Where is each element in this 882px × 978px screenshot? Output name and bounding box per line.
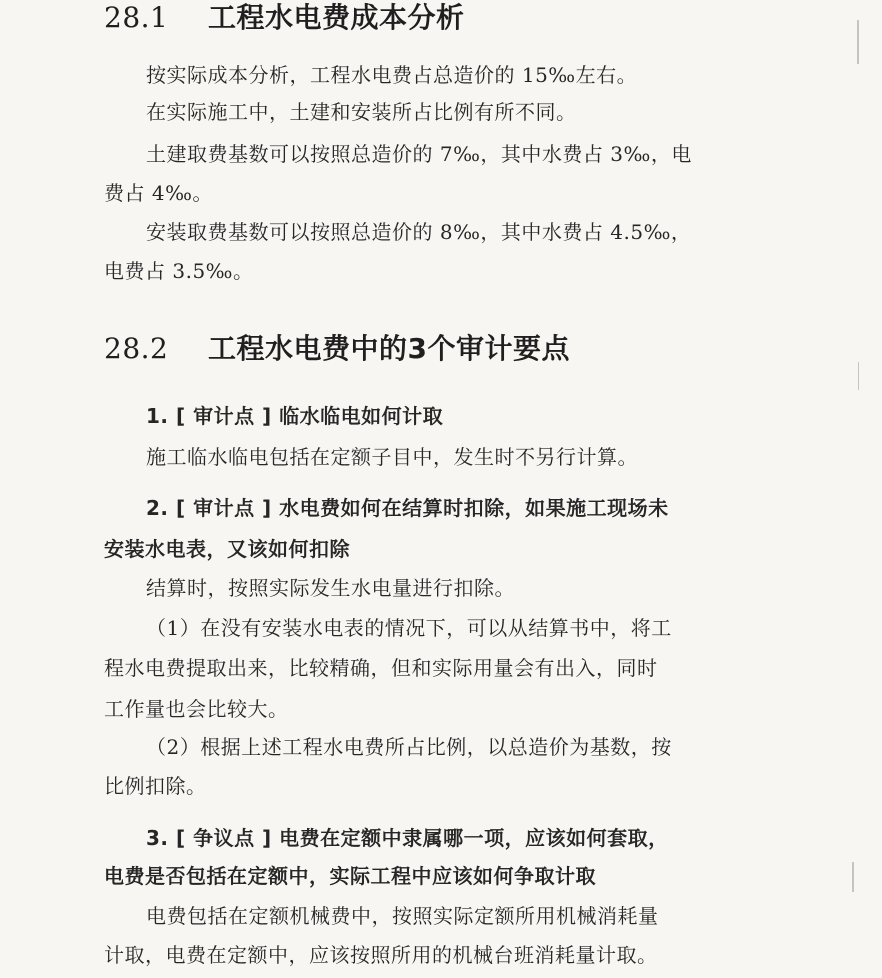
audit-point-heading: 安装水电表，又该如何扣除 [104,537,350,561]
section-heading [104,2,465,34]
paragraph-line: 按实际成本分析，工程水电费占总造价的 15‰左右。 [146,63,638,87]
paragraph-line: 比例扣除。 [104,774,207,798]
paragraph-line: （1）在没有安装水电表的情况下，可以从结算书中，将工 [146,616,672,640]
paragraph-line: 电费占 3.5‰。 [104,259,254,283]
audit-point-heading: 2. [ 审计点 ] 水电费如何在结算时扣除，如果施工现场未 [146,496,669,520]
section-title: 工程水电费成本分析 [208,1,465,34]
paragraph-line: 安装取费基数可以按照总造价的 8‰，其中水费占 4.5‰， [146,220,692,244]
paragraph-line: 工作量也会比较大。 [104,697,289,721]
dispute-point-heading: 电费是否包括在定额中，实际工程中应该如何争取计取 [104,864,596,888]
paragraph-line: 施工临水临电包括在定额子目中，发生时不另行计算。 [146,445,638,469]
scan-artifact [852,862,854,892]
paragraph-line: 电费包括在定额机械费中，按照实际定额所用机械消耗量 [146,904,659,928]
paragraph-line: （2）根据上述工程水电费所占比例，以总造价为基数，按 [146,735,672,759]
paragraph-line: 程水电费提取出来，比较精确，但和实际用量会有出入，同时 [104,656,658,680]
paragraph-line: 结算时，按照实际发生水电量进行扣除。 [146,576,515,600]
paragraph-line: 土建取费基数可以按照总造价的 7‰，其中水费占 3‰，电 [146,142,692,166]
audit-point-heading: 1. [ 审计点 ] 临水临电如何计取 [146,404,444,428]
dispute-point-heading: 3. [ 争议点 ] 电费在定额中隶属哪一项，应该如何套取， [146,826,669,850]
paragraph-line: 在实际施工中，土建和安装所占比例有所不同。 [146,100,577,124]
paragraph-line: 计取，电费在定额中，应该按照所用的机械台班消耗量计取。 [104,943,658,967]
section-title: 工程水电费中的3个审计要点 [208,332,570,365]
scan-artifact [858,362,859,390]
section-number: 28.1 [104,1,169,34]
paragraph-line: 费占 4‰。 [104,181,213,205]
scan-artifact [857,20,859,64]
section-heading [104,333,570,365]
section-number: 28.2 [104,332,169,365]
